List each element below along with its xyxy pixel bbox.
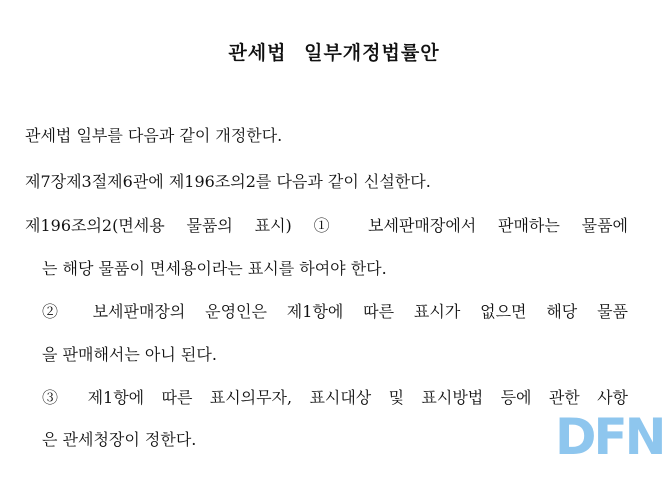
document-title: 관세법 일부개정법률안 [228,42,440,64]
article-196-2-para-2-cont: 을 판매해서는 아니 된다. [42,345,217,364]
article-196-2-para-3: ③ 제1항에 따른 표시의무자, 표시대상 및 표시방법 등에 관한 사항 [42,388,628,407]
article-196-2-heading: 제196조의2(면세용 물품의 표시) ① 보세판매장에서 판매하는 물품에 [25,216,628,235]
watermark-logo-text: DFN [555,408,664,466]
article-196-2-para-1-cont: 는 해당 물품이 면세용이라는 표시를 하여야 한다. [42,259,387,278]
document-line-2: 제7장제3절제6관에 제196조의2를 다음과 같이 신설한다. [25,172,431,191]
article-196-2-para-2: ② 보세판매장의 운영인은 제1항에 따른 표시가 없으면 해당 물품 [42,302,628,321]
article-196-2-para-3-cont: 은 관세청장이 정한다. [42,430,197,449]
document-line-1: 관세법 일부를 다음과 같이 개정한다. [25,126,283,145]
dfn-watermark-logo [555,405,663,467]
